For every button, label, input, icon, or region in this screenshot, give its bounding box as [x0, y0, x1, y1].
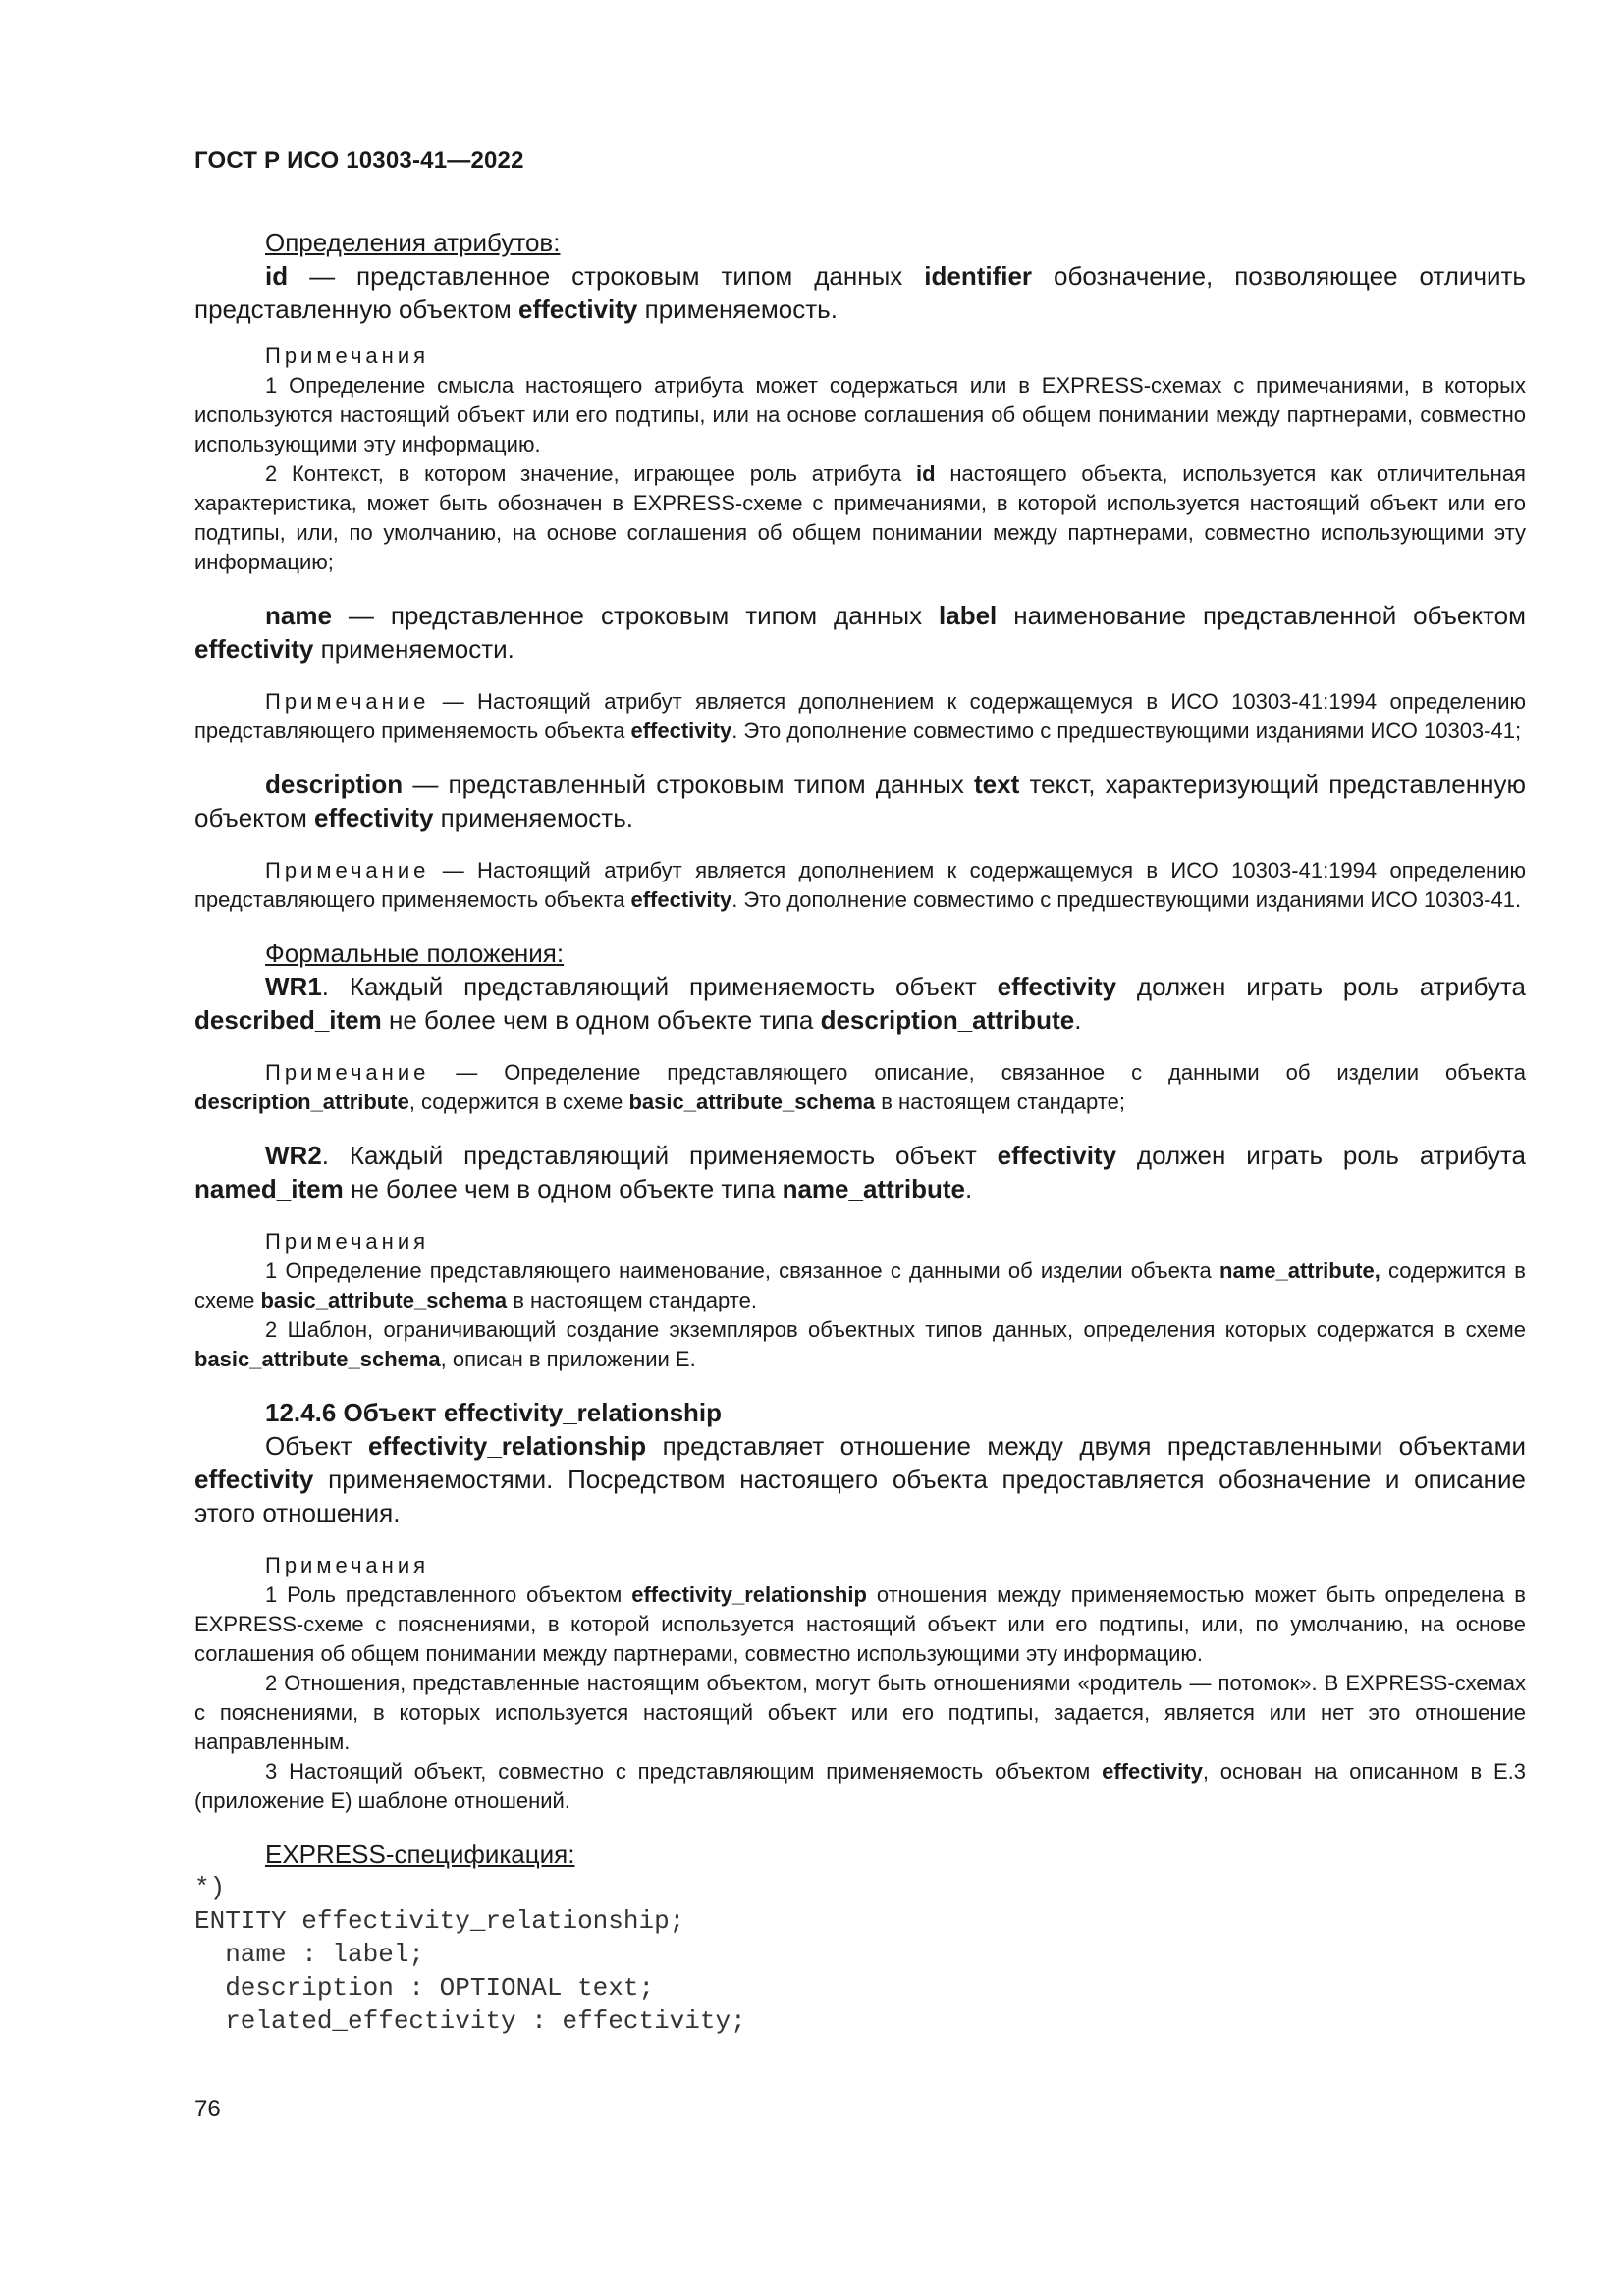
- notes-label: Примечания: [265, 1229, 430, 1254]
- formal-title: Формальные положения:: [265, 938, 565, 968]
- code-line: *): [194, 1873, 226, 1902]
- wr2-note-2: 2 Шаблон, ограничивающий создание экземпляров объектных типов данных, определения которых содержатся в схеме basic_attribute_schema, описан в приложении E.: [194, 1317, 1526, 1371]
- section-paragraph: Объект effectivity_relationship представляет отношение между двумя представленными объектами effectivity применяемостями. Посредством настоящего объекта предоставляется обозначение и описание этого отношения.: [194, 1431, 1526, 1527]
- code-line: description : OPTIONAL text;: [194, 1973, 655, 2002]
- id-definition: id — представленное строковым типом данных identifier обозначение, позволяющее отличить представленную объектом effectivity применяемость.: [194, 261, 1526, 324]
- id-note-1: 1 Определение смысла настоящего атрибута может содержаться или в EXPRESS-схемах с примечаниями, в которых используются настоящий объект или его подтипы, или на основе соглашения об общем понимании между партнерами, совместно использующими эту информацию.: [194, 373, 1526, 456]
- express-title: EXPRESS-спецификация:: [265, 1840, 575, 1869]
- notes-label: Примечания: [265, 1553, 430, 1577]
- term-id: id: [265, 261, 289, 291]
- name-note: Примечание — Настоящий атрибут является дополнением к содержащемуся в ИСО 10303-41:1994 определению представляющего применяемость объекта effectivity. Это дополнение совместимо с предшествующими изданиями ИСО 10303-41;: [194, 689, 1526, 743]
- rel-note-1: 1 Роль представленного объектом effectivity_relationship отношения между применяемостью может быть определена в EXPRESS-схеме с пояснениями, в которой используется настоящий объект или его подтипы, или, по умолчанию, на основе соглашения об общем понимании между партнерами, совместно использующими эту информацию.: [194, 1582, 1526, 1666]
- notes-label: Примечания: [265, 344, 430, 368]
- id-note-2: 2 Контекст, в котором значение, играющее роль атрибута id настоящего объекта, используется как отличительная характеристика, может быть обозначен в EXPRESS-схеме с примечаниями, в которой используется настоящий объект или его подтипы, или, по умолчанию, на основе соглашения об общем понимании между партнерами, совместно использующими эту информацию;: [194, 461, 1526, 574]
- code-line: related_effectivity : effectivity;: [194, 2006, 746, 2036]
- wr1-rule: WR1. Каждый представляющий применяемость объект effectivity должен играть роль атрибута described_item не более чем в одном объекте типа description_attribute.: [194, 972, 1526, 1035]
- page-content: [194, 226, 1526, 2038]
- wr1-note: Примечание — Определение представляющего описание, связанное с данными об изделии объекта description_attribute, содержится в схеме basic_attribute_schema в настоящем стандарте;: [194, 1060, 1526, 1114]
- wr2-note-1: 1 Определение представляющего наименование, связанное с данными об изделии объекта name_attribute, содержится в схеме basic_attribute_schema в настоящем стандарте.: [194, 1258, 1526, 1312]
- wr2-rule: WR2. Каждый представляющий применяемость объект effectivity должен играть роль атрибута named_item не более чем в одном объекте типа name_attribute.: [194, 1141, 1526, 1203]
- rel-note-3: 3 Настоящий объект, совместно с представляющим применяемость объектом effectivity, основан на описанном в E.3 (приложение E) шаблоне отношений.: [194, 1759, 1526, 1813]
- code-block: [194, 1871, 1526, 2038]
- code-line: name : label;: [194, 1940, 425, 1969]
- document-header: ГОСТ Р ИСО 10303-41—2022: [194, 147, 524, 174]
- name-definition: name — представленное строковым типом данных label наименование представленной объектом effectivity применяемости.: [194, 601, 1527, 664]
- description-definition: description — представленный строковым типом данных text текст, характеризующий представленную объектом effectivity применяемость.: [194, 770, 1526, 832]
- description-note: Примечание — Настоящий атрибут является дополнением к содержащемуся в ИСО 10303-41:1994 определению представляющего применяемость объекта effectivity. Это дополнение совместимо с предшествующими изданиями ИСО 10303-41.: [194, 858, 1526, 912]
- section-title: 12.4.6 Объект effectivity_relationship: [265, 1398, 723, 1427]
- rel-note-2: 2 Отношения, представленные настоящим объектом, могут быть отношениями «родитель — потомок». В EXPRESS-схемах с пояснениями, в которых используется настоящий объект или его подтипы, задается, является или нет это отношение направленным.: [194, 1671, 1526, 1754]
- attr-defs-title: Определения атрибутов:: [265, 228, 561, 257]
- code-line: ENTITY effectivity_relationship;: [194, 1906, 685, 1936]
- page-number: 76: [194, 2096, 221, 2122]
